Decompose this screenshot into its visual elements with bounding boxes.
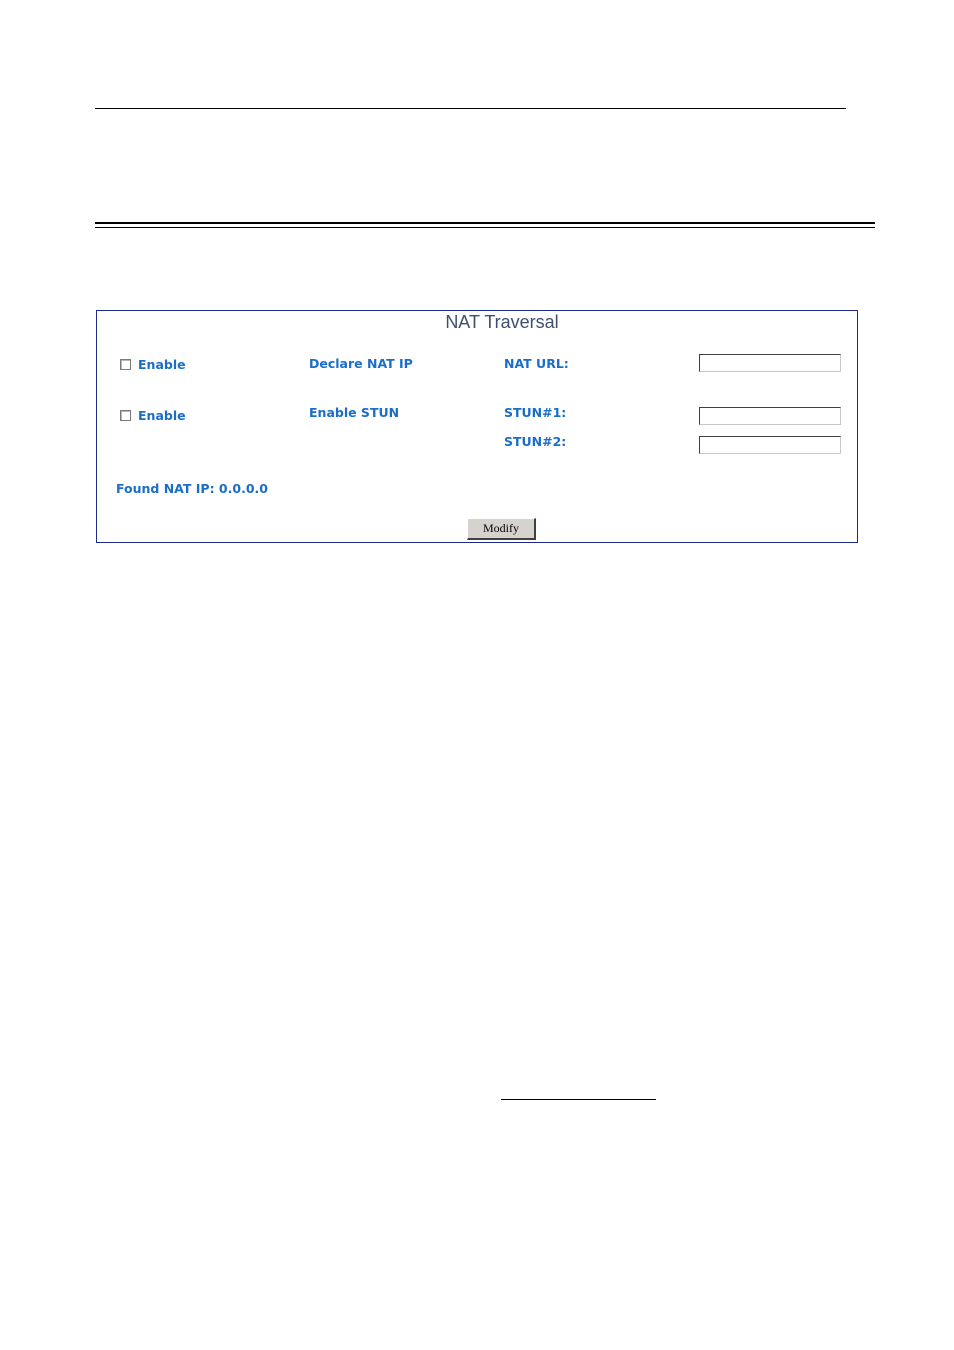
nat-url-input[interactable] (699, 354, 841, 372)
declare-nat-ip-enable-checkbox[interactable] (120, 359, 131, 370)
stun2-input[interactable] (699, 436, 841, 454)
enable-stun-label: Enable STUN (309, 405, 400, 420)
enable-stun-enable-label: Enable (138, 408, 186, 423)
declare-nat-ip-enable-label: Enable (138, 357, 186, 372)
stun1-label: STUN#1: (504, 405, 567, 420)
enable-stun-enable-checkbox[interactable] (120, 410, 131, 421)
found-nat-ip-text: Found NAT IP: 0.0.0.0 (116, 481, 268, 496)
nat-traversal-panel (96, 310, 858, 543)
section-double-rule (95, 222, 875, 228)
modify-button[interactable]: Modify (467, 518, 536, 540)
nat-url-label: NAT URL: (504, 356, 569, 371)
declare-nat-ip-label: Declare NAT IP (309, 356, 413, 371)
panel-title: NAT Traversal (445, 312, 559, 332)
stun2-label: STUN#2: (504, 434, 567, 449)
header-rule (95, 108, 846, 109)
stun1-input[interactable] (699, 407, 841, 425)
footnote-rule (501, 1099, 656, 1100)
